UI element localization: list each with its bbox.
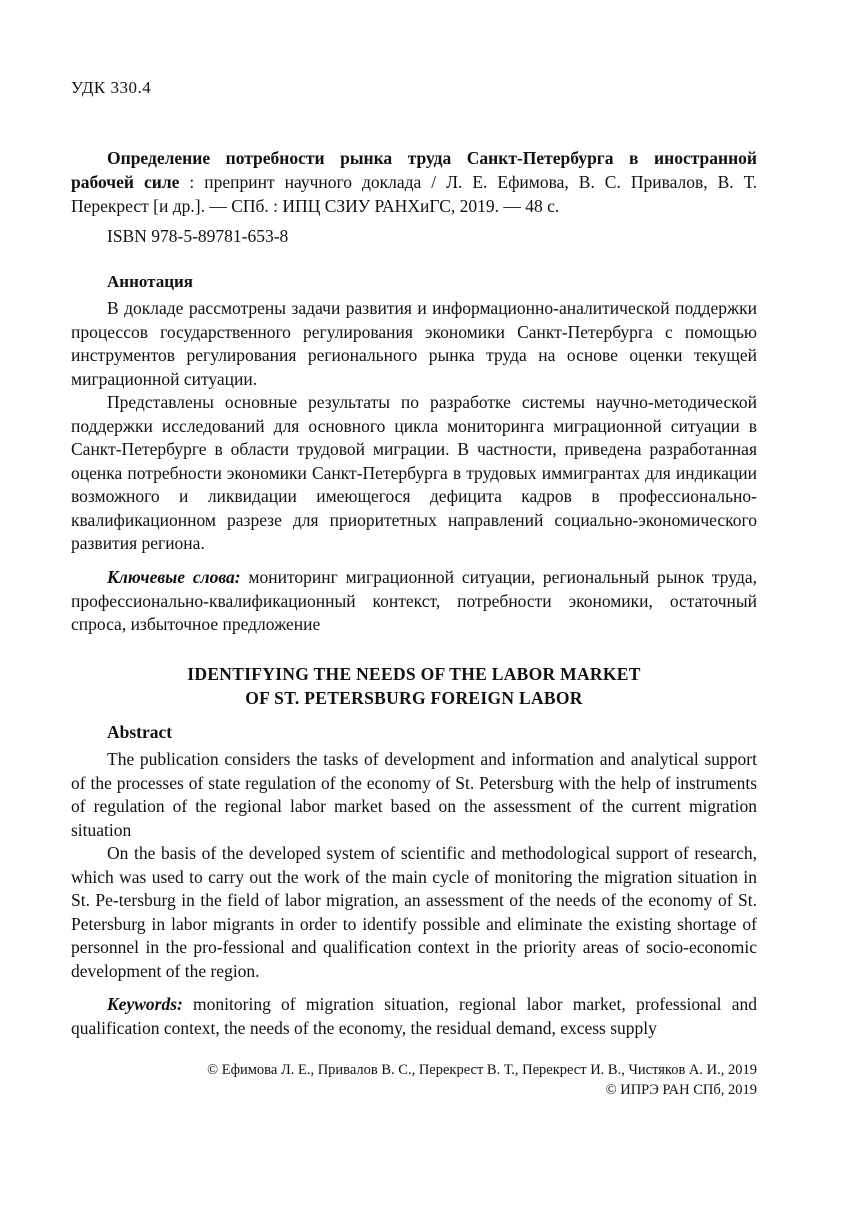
english-title-line: OF ST. PETERSBURG FOREIGN LABOR: [245, 688, 583, 708]
annotation-paragraph: В докладе рассмотрены задачи развития и информационно-аналитической поддержки процессов государственного регулирования экономики Санкт-Петербурга с помощью инструментов регулирования регионального рынка труда на основе оценки текущей миграционной ситуации.: [71, 298, 757, 389]
keywords-ru-label: Ключевые слова:: [107, 567, 241, 587]
copyright-line: © Ефимова Л. Е., Привалов В. С., Перекрест В. Т., Перекрест И. В., Чистяков А. И., 2019: [207, 1062, 757, 1078]
annotation-paragraph: Представлены основные результаты по разработке системы научно-методической поддержки исследований для основного цикла мониторинга миграционной ситуации в Санкт-Петербурге в области трудовой миграции. В частности, приведена разработанная оценка потребности экономики Санкт-Петербурга в трудовых иммигрантах для индикации возможного и ликвидации имеющегося дефицита кадров в профессионально-квалификационном разрезе для приоритетных направлений социально-экономического развития региона.: [71, 392, 757, 553]
udk-code: УДК 330.4: [71, 78, 152, 97]
abstract-paragraph: On the basis of the developed system of scientific and methodological support of research, which was used to carry out the work of the main cycle of monitoring the migration situation in St. Pe-tersburg in the field of labor migration, an assessment of the needs of the economy of St. Petersburg in labor migrants in order to identify possible and eliminate the existing shortage of personnel in the pro-fessional and qualification context in the priority areas of socio-economic development of the region.: [71, 843, 757, 981]
copyright-block: [71, 1060, 757, 1100]
keywords-en: [71, 993, 757, 1040]
isbn: ISBN 978-5-89781-653-8: [107, 226, 289, 246]
abstract-heading: Abstract: [107, 722, 173, 742]
annotation-body: [71, 297, 757, 556]
abstract-body: [71, 748, 757, 983]
keywords-ru: [71, 566, 757, 637]
annotation-heading: Аннотация: [107, 272, 193, 291]
keywords-ru-text: мониторинг миграционной ситуации, региональный рынок труда, профессионально-квалификационный контекст, потребности экономики, остаточный спроса, избыточное предложение: [71, 567, 757, 634]
english-title: [71, 662, 757, 710]
book-title: Определение потребности рынка труда Санкт-Петербурга в иностранной рабочей силе: [71, 148, 757, 192]
keywords-en-label: Keywords:: [107, 994, 183, 1014]
keywords-en-text: monitoring of migration situation, regional labor market, professional and qualification context, the needs of the economy, the residual demand, excess supply: [71, 994, 757, 1038]
bibliographic-record: [71, 146, 757, 218]
bibliographic-details: : препринт научного доклада / Л. Е. Ефимова, В. С. Привалов, В. Т. Перекрест [и др.]. — СПб. : ИПЦ СЗИУ РАНХиГС, 2019. — 48 с.: [71, 172, 757, 216]
abstract-paragraph: The publication considers the tasks of development and information and analytical support of the processes of state regulation of the economy of St. Petersburg with the help of instruments of regulation of the regional labor market based on the assessment of the current migration situation: [71, 749, 757, 840]
english-title-line: IDENTIFYING THE NEEDS OF THE LABOR MARKET: [187, 664, 641, 684]
copyright-line: © ИПРЭ РАН СПб, 2019: [605, 1082, 757, 1098]
